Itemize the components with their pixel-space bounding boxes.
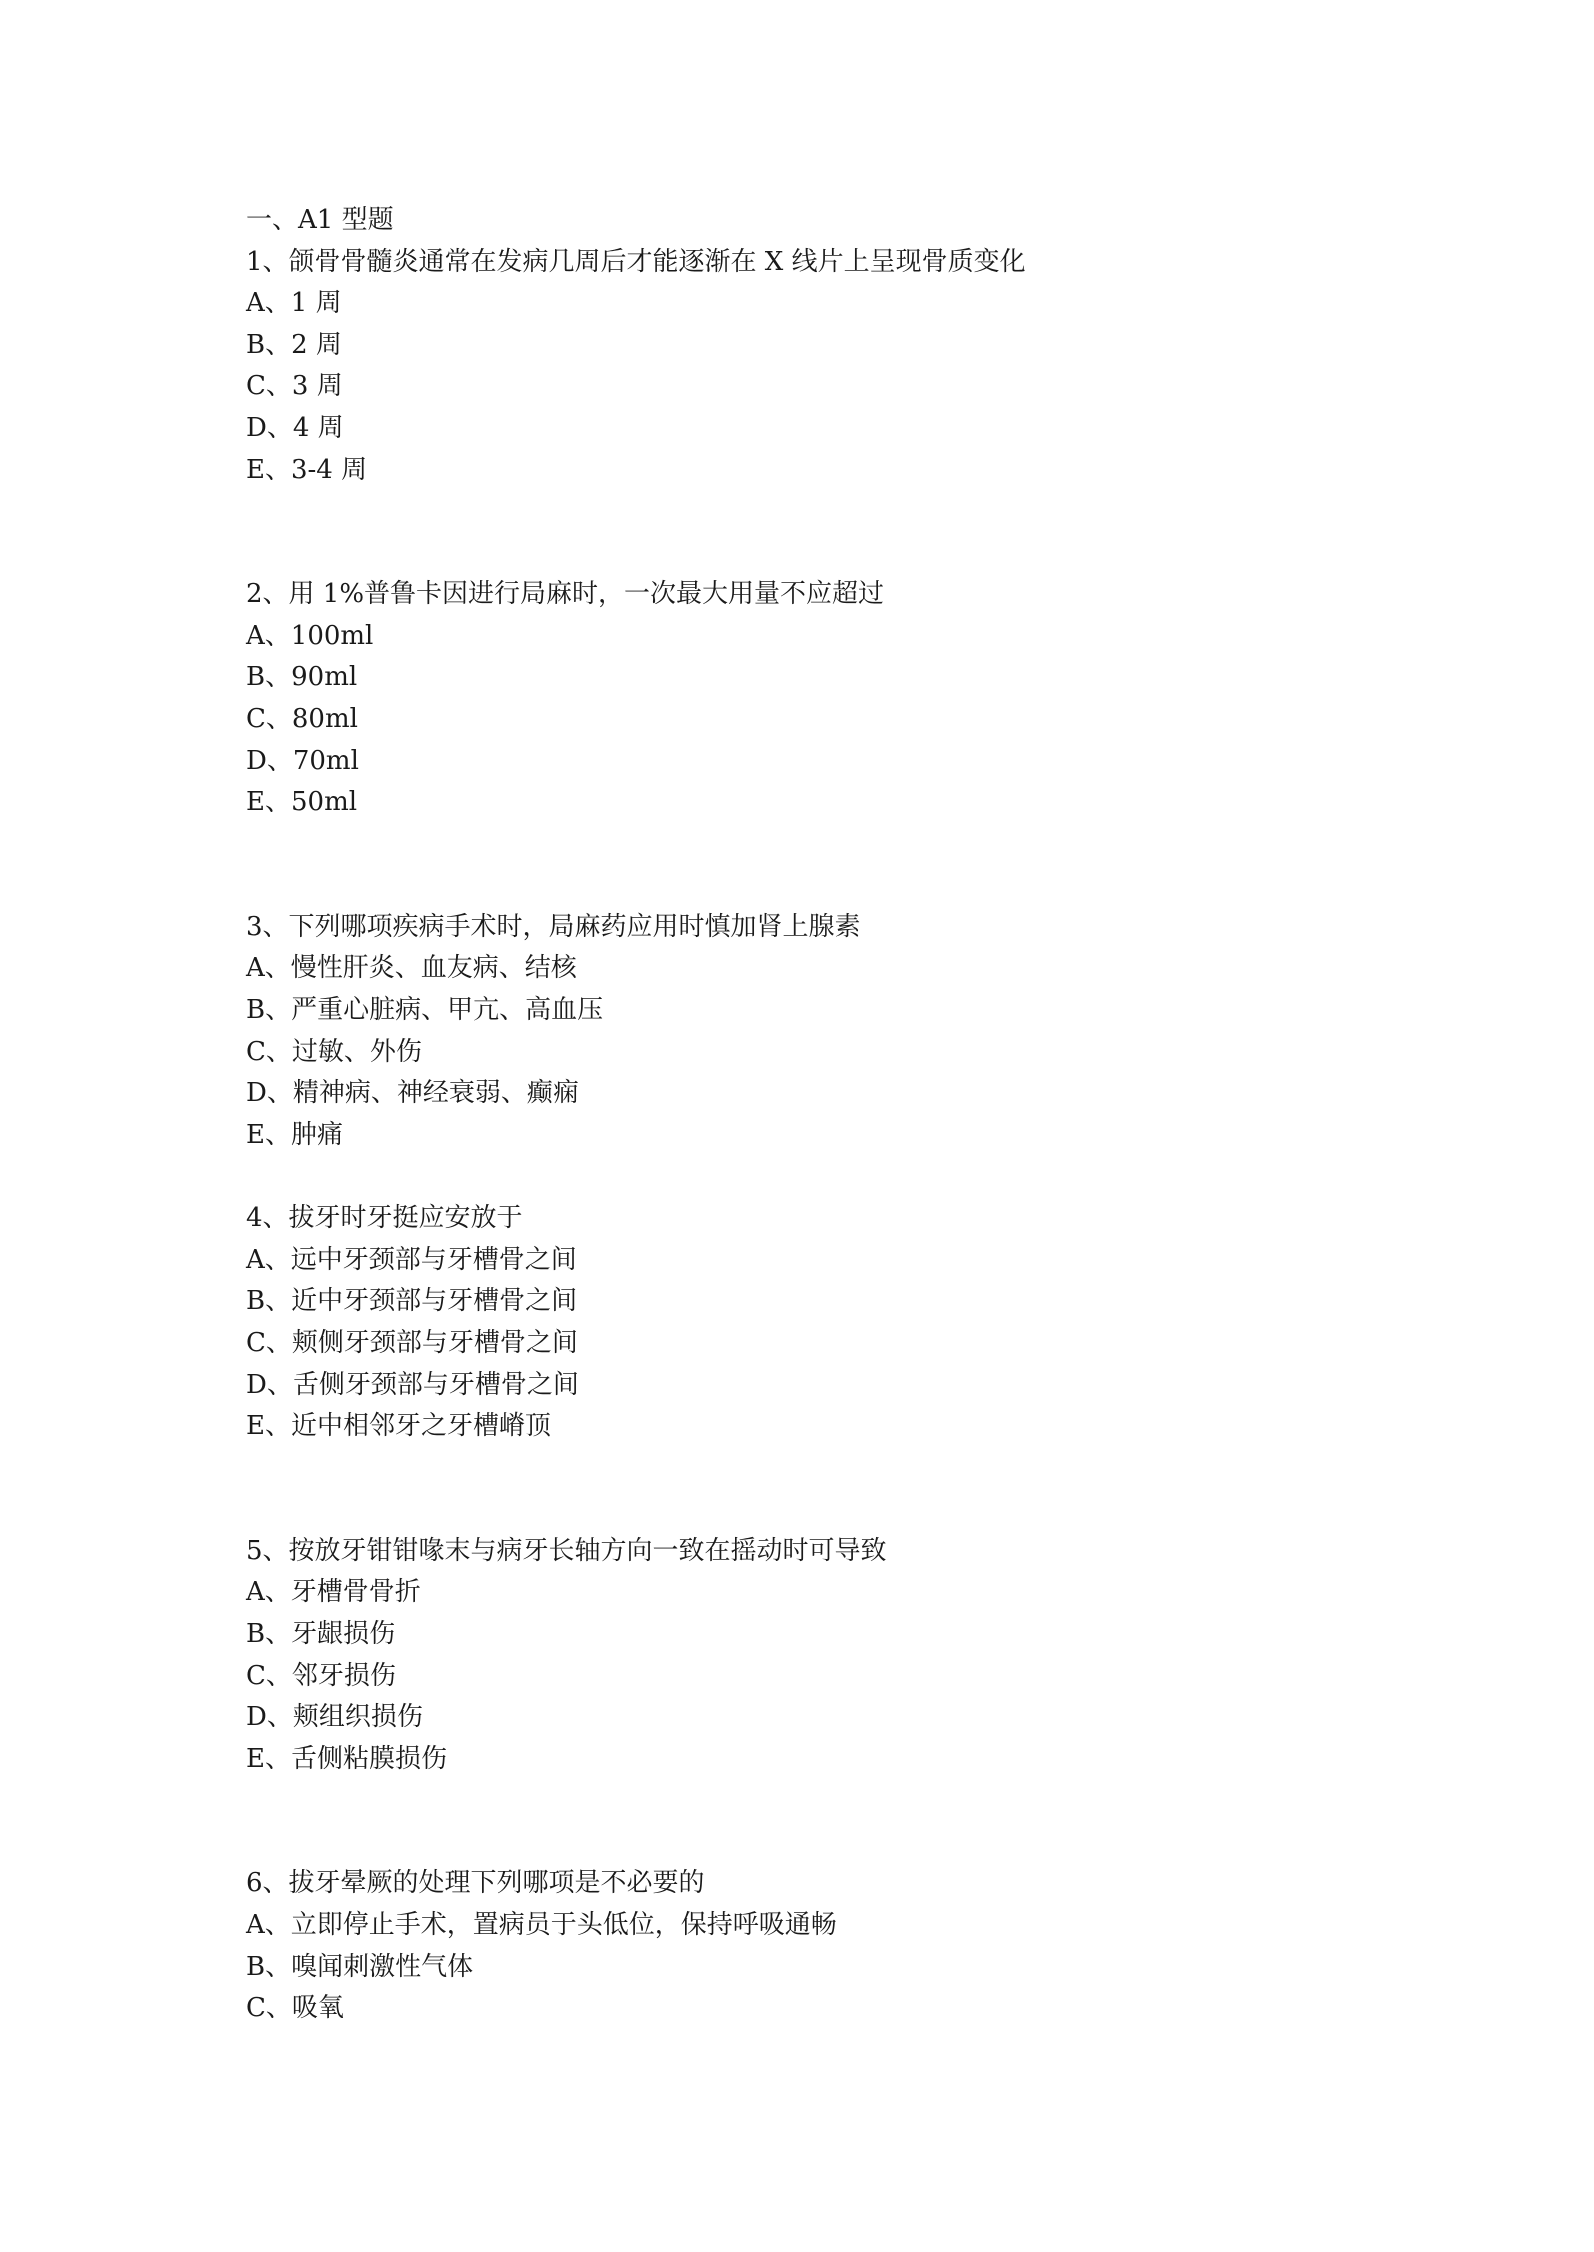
option-e: E、3-4 周: [246, 454, 368, 485]
question-6: [246, 1863, 1346, 2029]
option-d: D、70ml: [246, 745, 359, 776]
option-a: A、立即停止手术，置病员于头低位，保持呼吸通畅: [246, 1910, 837, 1940]
question-stem: 1、颌骨骨髓炎通常在发病几周后才能逐渐在 X 线片上呈现骨质变化: [246, 246, 1026, 277]
question-stem: 4、拔牙时牙挺应安放于: [246, 1203, 523, 1234]
option-b: B、牙龈损伤: [246, 1619, 396, 1650]
option-c: C、邻牙损伤: [246, 1660, 396, 1691]
question-stem: 2、用 1%普鲁卡因进行局麻时，一次最大用量不应超过: [246, 579, 885, 610]
question-1: [246, 242, 1346, 492]
question-3: [246, 907, 1346, 1157]
option-e: E、近中相邻牙之牙槽嵴顶: [246, 1411, 551, 1442]
question-spacer: [246, 1156, 1346, 1198]
option-a: A、慢性肝炎、血友病、结核: [246, 953, 577, 984]
question-stem: 6、拔牙晕厥的处理下列哪项是不必要的: [246, 1868, 705, 1899]
option-b: B、嗅闻刺激性气体: [246, 1951, 474, 1982]
option-a: A、1 周: [246, 288, 342, 319]
option-a: A、牙槽骨骨折: [246, 1577, 421, 1608]
question-stem: 5、按放牙钳钳喙末与病牙长轴方向一致在摇动时可导致: [246, 1535, 887, 1566]
option-c: C、过敏、外伤: [246, 1036, 422, 1067]
question-2: [246, 574, 1346, 824]
section-title: 一、A1 型题: [246, 205, 394, 235]
option-b: B、90ml: [246, 662, 358, 693]
option-c: C、80ml: [246, 703, 358, 734]
option-d: D、精神病、神经衰弱、癫痫: [246, 1078, 579, 1109]
option-e: E、肿痛: [246, 1119, 343, 1150]
option-b: B、严重心脏病、甲亢、高血压: [246, 994, 604, 1025]
option-a: A、远中牙颈部与牙槽骨之间: [246, 1244, 577, 1275]
exam-content: [246, 200, 1346, 2030]
option-c: C、吸氧: [246, 1993, 344, 2024]
option-e: E、舌侧粘膜损伤: [246, 1743, 447, 1774]
option-d: D、4 周: [246, 412, 344, 443]
option-a: A、100ml: [246, 620, 374, 651]
option-b: B、2 周: [246, 329, 342, 360]
option-c: C、3 周: [246, 371, 343, 402]
question-spacer: [246, 1780, 1346, 1863]
question-4: [246, 1198, 1346, 1448]
question-stem: 3、下列哪项疾病手术时，局麻药应用时慎加肾上腺素: [246, 911, 861, 942]
option-e: E、50ml: [246, 787, 358, 818]
question-spacer: [246, 824, 1346, 907]
question-spacer: [246, 1448, 1346, 1531]
question-5: [246, 1531, 1346, 1781]
option-d: D、舌侧牙颈部与牙槽骨之间: [246, 1369, 579, 1400]
question-spacer: [246, 491, 1346, 574]
option-c: C、颊侧牙颈部与牙槽骨之间: [246, 1328, 578, 1359]
option-d: D、颊组织损伤: [246, 1702, 423, 1733]
option-b: B、近中牙颈部与牙槽骨之间: [246, 1286, 578, 1317]
